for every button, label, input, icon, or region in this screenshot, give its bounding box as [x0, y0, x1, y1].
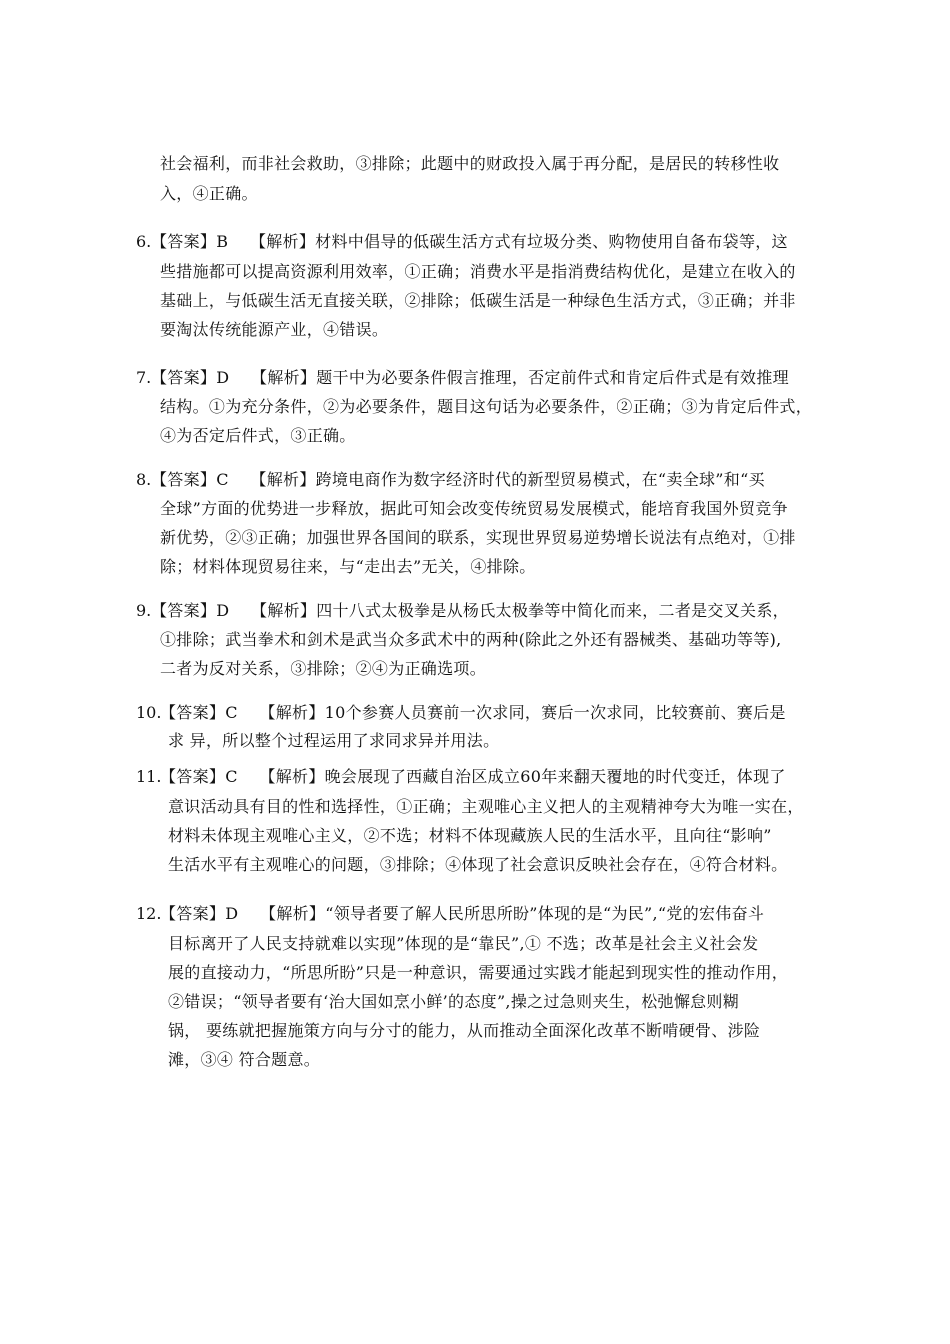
answer-text-line: 些措施都可以提高资源利用效率，①正确；消费水平是指消费结构优化，是建立在收入的: [160, 262, 796, 281]
answer-text-line: ②错误；“领导者要有‘治大国如烹小鲜’的态度”,操之过急则夹生，松弛懈怠则糊: [168, 992, 740, 1011]
answer-text-line: 生活水平有主观唯心的问题，③排除；④体现了社会意识反映社会存在，④符合材料。: [168, 855, 788, 874]
answer-text-line: 滩，③④ 符合题意。: [168, 1050, 321, 1069]
answer-text-line: ④为否定后件式，③正确。: [160, 426, 356, 445]
answer-text-line: ①排除；武当拳术和剑术是武当众多武术中的两种(除此之外还有器械类、基础功等等),: [160, 630, 782, 649]
item-number: 8.: [136, 470, 152, 489]
answer-text-line: 【答案】B 【解析】材料中倡导的低碳生活方式有垃圾分类、购物使用自备布袋等，这: [151, 232, 788, 251]
item-number: 11.: [136, 767, 162, 786]
answer-text-line: 展的直接动力，“所思所盼”只是一种意识，需要通过实践才能起到现实性的推动作用，: [168, 963, 789, 982]
answer-text-line: 全球”方面的优势进一步释放，据此可知会改变传统贸易发展模式，能培育我国外贸竞争: [160, 499, 788, 518]
answer-text-line: 基础上，与低碳生活无直接关联，②排除；低碳生活是一种绿色生活方式，③正确；并非: [160, 291, 796, 310]
answer-text-line: 【答案】C 【解析】10个参赛人员赛前一次求同，赛后一次求同，比较赛前、赛后是: [160, 703, 786, 722]
answer-text-line: 【答案】C 【解析】晚会展现了西藏自治区成立60年来翻天覆地的时代变迁，体现了: [160, 767, 786, 786]
answer-text-line: 新优势，②③正确；加强世界各国间的联系，实现世界贸易逆势增长说法有点绝对，①排: [160, 528, 796, 547]
item-number: 10.: [136, 703, 162, 722]
answer-text-line: 【答案】C 【解析】跨境电商作为数字经济时代的新型贸易模式，在“卖全球”和“买: [151, 470, 765, 489]
item-number: 12.: [136, 904, 162, 923]
answer-text-line: 二者为反对关系，③排除；②④为正确选项。: [160, 659, 487, 678]
answer-text-line: 锅， 要练就把握施策方向与分寸的能力，从而推动全面深化改革不断啃硬骨、涉险: [168, 1021, 761, 1040]
answer-text-line: 除；材料体现贸易往来，与“走出去”无关，④排除。: [160, 557, 536, 576]
answer-text-line: 材料未体现主观唯心主义，②不选；材料不体现藏族人民的生活水平，且向往“影响”: [168, 826, 772, 845]
answer-text-line: 【答案】D 【解析】题干中为必要条件假言推理，否定前件式和肯定后件式是有效推理: [151, 368, 789, 387]
item-number: 6.: [136, 232, 152, 251]
answer-text-line: 要淘汰传统能源产业，④错误。: [160, 320, 389, 339]
answer-text-line: 【答案】D 【解析】四十八式太极拳是从杨氏太极拳等中简化而来，二者是交叉关系，: [151, 601, 789, 620]
answer-text-line: 结构。①为充分条件，②为必要条件，题目这句话为必要条件，②正确；③为肯定后件式，: [160, 397, 813, 416]
answer-text-line: 目标离开了人民支持就难以实现”体现的是“靠民”,① 不选；改革是社会主义社会发: [168, 934, 759, 953]
answer-text-line: 求 异，所以整个过程运用了求同求异并用法。: [168, 731, 500, 750]
answer-text-line: 社会福利，而非社会救助，③排除；此题中的财政投入属于再分配，是居民的转移性收: [160, 154, 780, 173]
answer-text-line: 意识活动具有目的性和选择性，①正确；主观唯心主义把人的主观精神夸大为唯一实在，: [168, 797, 804, 816]
item-number: 9.: [136, 601, 152, 620]
answer-text-line: 入，④正确。: [160, 184, 258, 203]
item-number: 7.: [136, 368, 152, 387]
answer-text-line: 【答案】D 【解析】“领导者要了解人民所思所盼”体现的是“为民”,“党的宏伟奋斗: [160, 904, 765, 923]
